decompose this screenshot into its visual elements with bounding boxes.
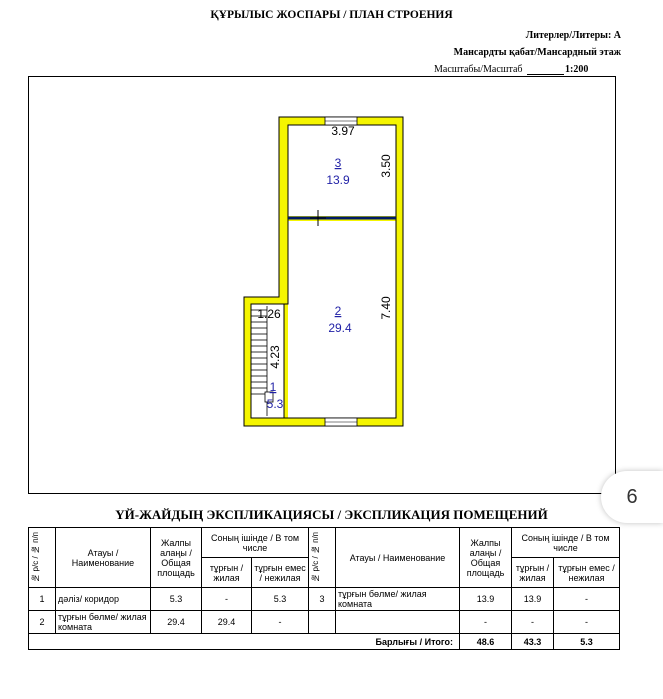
total-nonliving: 5.3	[554, 634, 620, 650]
row-living: -	[512, 611, 554, 634]
row-nonliving: -	[252, 611, 309, 634]
scale-value: 1:200	[565, 64, 589, 75]
header-name: Атауы / Наименование	[56, 528, 151, 588]
floor-label: Мансардты қабат/Мансардный этаж	[453, 47, 621, 58]
total-area: 48.6	[460, 634, 512, 650]
header-living-2: тұрғын / жилая	[512, 558, 554, 588]
page-title: ҚҰРЫЛЫС ЖОСПАРЫ / ПЛАН СТРОЕНИЯ	[210, 9, 453, 21]
total-living: 43.3	[512, 634, 554, 650]
row-num: 3	[309, 588, 336, 611]
row-name: тұрғын бөлме/ жилая комната	[336, 588, 460, 611]
room1-area: 5.3	[266, 397, 284, 411]
row-nonliving: -	[554, 611, 620, 634]
row-num	[309, 611, 336, 634]
row-total: 13.9	[460, 588, 512, 611]
header-total: Жалпы алаңы / Общая площадь	[151, 528, 202, 588]
row-num: 2	[29, 611, 56, 634]
table-row	[29, 588, 620, 611]
header-nonliving-2: тұрғын емес / нежилая	[554, 558, 620, 588]
row-total: 29.4	[151, 611, 202, 634]
header-num-2: № р/с / № п/п	[311, 532, 320, 583]
total-label: Барлығы / Итого:	[29, 634, 460, 650]
room1-number: 1	[269, 380, 277, 394]
header-incl-2: Соның ішінде / В том числе	[512, 528, 620, 558]
row-name: дәліз/ коридор	[56, 588, 151, 611]
header-living: тұрғын / жилая	[202, 558, 252, 588]
row-living: 13.9	[512, 588, 554, 611]
header-total-2: Жалпы алаңы / Общая площадь	[460, 528, 512, 588]
row-name: тұрғын бөлме/ жилая комната	[56, 611, 151, 634]
room1-dim-h: 1.26	[257, 307, 281, 321]
row-living: -	[202, 588, 252, 611]
header-nonliving: тұрғын емес / нежилая	[252, 558, 309, 588]
row-total: -	[460, 611, 512, 634]
header-incl: Соның ішінде / В том числе	[202, 528, 309, 558]
liter-label: Литерлер/Литеры: А	[525, 30, 621, 41]
room2-dim-v: 7.40	[379, 296, 393, 320]
table-row	[29, 611, 620, 634]
explication-table	[28, 527, 620, 650]
room2-number: 2	[334, 304, 342, 318]
header-num: № р/с / № п/п	[31, 532, 40, 583]
row-total: 5.3	[151, 588, 202, 611]
row-nonliving: -	[554, 588, 620, 611]
row-name	[336, 611, 460, 634]
row-num: 1	[29, 588, 56, 611]
room2-area: 29.4	[328, 321, 352, 335]
room1-dim-v: 4.23	[268, 345, 282, 369]
row-nonliving: 5.3	[252, 588, 309, 611]
room3-dim-h: 3.97	[331, 124, 355, 138]
header-name-2: Атауы / Наименование	[336, 528, 460, 588]
room3-area: 13.9	[326, 173, 350, 187]
total-row	[29, 634, 620, 650]
explication-title: ҮЙ-ЖАЙДЫҢ ЭКСПЛИКАЦИЯСЫ / ЭКСПЛИКАЦИЯ ПОМЕЩЕНИЙ	[115, 507, 548, 522]
page-number-badge: 6	[601, 471, 663, 523]
scale-label: Масштабы/Масштаб	[434, 64, 523, 75]
room3-dim-v: 3.50	[379, 154, 393, 178]
row-living: 29.4	[202, 611, 252, 634]
room3-number: 3	[334, 156, 342, 170]
